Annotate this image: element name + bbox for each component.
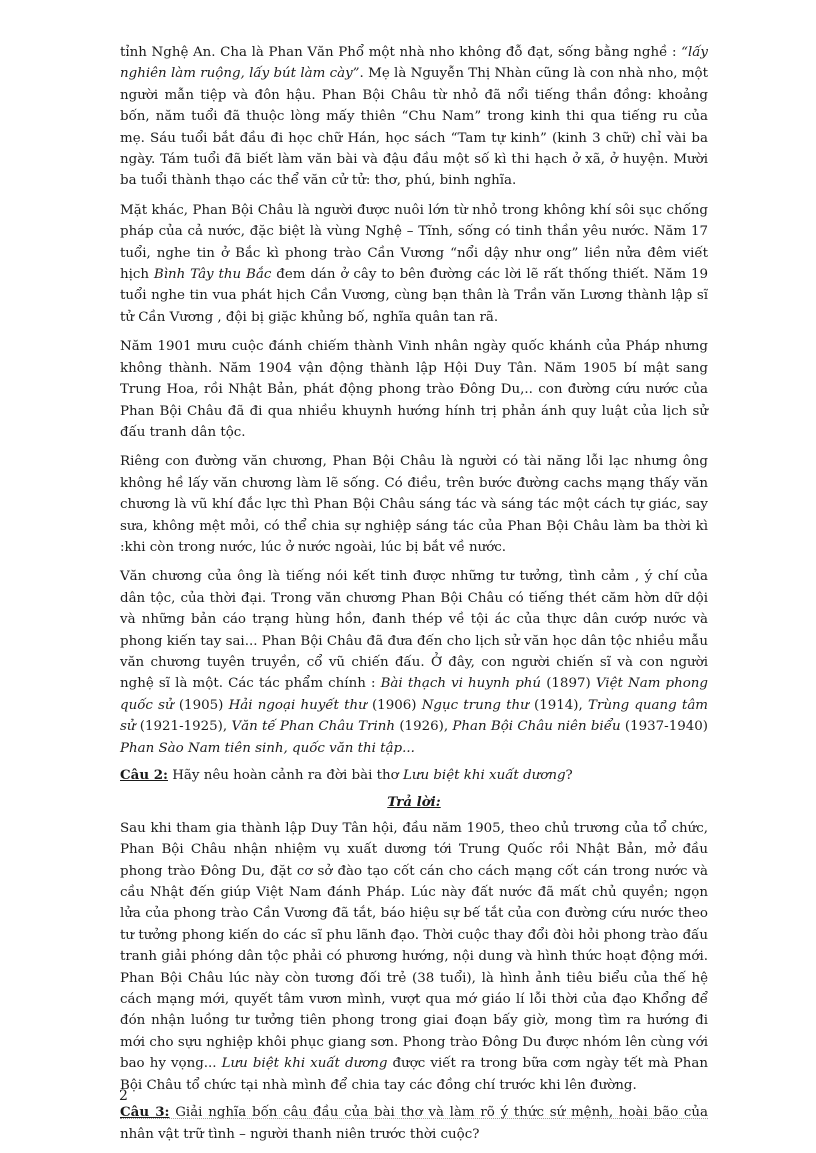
work-title-italic: Trùng quang tâm sử [120,697,708,735]
quote-italic: “lấy nghiên làm ruộng, lấy bút làm cày” [120,45,708,82]
paragraph-family-background: tỉnh Nghệ An. Cha là Phan Văn Phổ một nhà nho không đỗ đạt, sống bằng nghề : “lấy nghiên làm ruộng, lấy bút làm cày”. Mẹ là Nguyễn Thị Nhàn cũng là con nhà nho, một người mẫn tiệp và đôn hậu. Phan Bội Châu từ nhỏ đã nổi tiếng thần đồng: khoảng bốn, năm tuổi đã thuộc lòng mấy thiên “Chu Nam” trong kinh thi qua tiếng ru của mẹ. Sáu tuổi bắt đầu đi học chữ Hán, học sách “Tam tự kinh” (kinh 3 chữ) chỉ vài ba ngày. Tám tuổi đã biết làm văn bài và đậu đầu một số kì thi hạch ở xã, ở huyện. Mười ba tuổi thành thạo các thể văn cử tử: thơ, phú, binh nghĩa. [120,45,708,189]
work-title-italic: Bình Tây thu Bắc [153,267,272,283]
poem-title-italic: Lưu biệt khi xuất dương [221,1056,388,1072]
poem-title-italic: Lưu biệt khi xuất dương [402,768,566,783]
answer-heading: Trả lời: [387,794,441,811]
work-title-italic: Bài thạch vi huynh phú [380,676,542,692]
footer-divider [120,1118,708,1119]
paragraph-literary-path: Riêng con đường văn chương, Phan Bội Châu là người có tài năng lỗi lạc nhưng ông không hề lấy văn chương làm lẽ sống. Có điều, trên bước đường cachs mạng thấy văn chương là vũ khí đắc lực thì Phan Bội Châu sáng tác và sáng tác một cách tự giác, say sưa, không mệt mỏi, có thể chia sự nghiệp sáng tác của Phan Bội Châu làm ba thời kì :khi còn trong nước, lúc ở nước ngoài, lúc bị bắt về nước. [120,454,708,555]
work-title-italic: Việt Nam phong quốc sử [120,676,708,713]
work-title-italic: Phan Bội Châu niên biểu [452,719,621,735]
document-body [120,42,708,1153]
question-label: Câu 2: [120,767,168,783]
work-title-italic: Ngục trung thư [421,697,529,713]
work-title-italic: Phan Sào Nam tiên sinh, quốc văn thi tập... [120,740,415,756]
work-title-italic: Hải ngoại huyết thư [228,697,367,713]
question-label: Câu 3: [120,1104,170,1121]
work-title-italic: Văn tế Phan Châu Trinh [231,719,396,735]
question-3: Câu 3: Giải nghĩa bốn câu đầu của bài thơ và làm rõ ý thức sứ mệnh, hoài bão của nhân vật trữ tình – người thanh niên trước thời cuộc? [120,1104,708,1142]
paragraph-revolutionary-activities: Năm 1901 mưu cuộc đánh chiếm thành Vinh nhân ngày quốc khánh của Pháp nhưng không thành. Năm 1904 vận động thành lập Hội Duy Tân. Năm 1905 bí mật sang Trung Hoa, rồi Nhật Bản, phát động phong trào Đông Du,.. con đường cứu nước của Phan Bội Châu đã đi qua nhiều khuynh hướng hính trị phản ánh quy luật của lịch sử đấu tranh dân tộc. [120,339,708,440]
page-number: 2 [119,1088,128,1104]
paragraph-main-works: Văn chương của ông là tiếng nói kết tinh được những tư tưởng, tình cảm , ý chí của dân tộc, của thời đại. Trong văn chương Phan Bội Châu có tiếng thét căm hờn dữ dội và những bản cáo trạng hùng hồn, đanh thép về tội ác của thực dân cướp nước và phong kiến tay sai... Phan Bội Châu đã đưa đến cho lịch sử văn học dân tộc nhiều mẫu văn chương tuyên truyền, cổ vũ chiến đấu. Ở đây, con người chiến sĩ và con người nghệ sĩ là một. Các tác phẩm chính : Bài thạch vi huynh phú (1897) Việt Nam phong quốc sử (1905) Hải ngoại huyết thư (1906) Ngục trung thư (1914), Trùng quang tâm sử (1921-1925), Văn tế Phan Châu Trinh (1926), Phan Bội Châu niên biểu (1937-1940) Phan Sào Nam tiên sinh, quốc văn thi tập... [120,569,709,756]
paragraph-patriotism: Mặt khác, Phan Bội Châu là người được nuôi lớn từ nhỏ trong không khí sôi sục chống pháp của cả nước, đặc biệt là vùng Nghệ – Tĩnh, sống có tinh thần yêu nước. Năm 17 tuổi, nghe tin ở Bắc kì phong trào Cần Vương “nổi dậy như ong” liền nửa đêm viết hịch Bình Tây thu Bắc đem dán ở cây to bên đường các lời lẽ rất thống thiết. Năm 19 tuổi nghe tin vua phát hịch Cần Vương, cùng bạn thân là Trần văn Lương thành lập sĩ tử Cần Vương , đội bị giặc khủng bố, nghĩa quân tan rã. [120,202,708,325]
question-2: Câu 2: Hãy nêu hoàn cảnh ra đời bài thơ Lưu biệt khi xuất dương? [120,767,573,783]
answer-paragraph: Sau khi tham gia thành lập Duy Tân hội, đầu năm 1905, theo chủ trương của tổ chức, Phan Bội Châu nhận nhiệm vụ xuất dương tới Trung Quốc rồi Nhật Bản, mở đầu phong trào Đông Du, đặt cơ sở đào tạo cốt cán cho cách mạng cốt cán trong nước và cầu Nhật đến giúp Việt Nam đánh Pháp. Lúc này đất nước đã mất chủ quyền; ngọn lửa của phong trào Cần Vương đã tắt, báo hiệu sự bế tắt của con đường cứu nước theo tư tưởng phong kiến do các sĩ phu lãnh đạo. Thời cuộc thay đổi đòi hỏi phong trào đấu tranh giải phóng dân tộc phải có phương hướng, nội dung và hình thức hoạt động mới. Phan Bội Châu lúc này còn tương đối trẻ (38 tuổi), là hình ảnh tiêu biểu của thế hệ cách mạng mới, quyết tâm vươn mình, vượt qua mớ giáo lí lỗi thời của đạo Khổng để đón nhận luồng tư tưởng tiên phong trong giai đoạn bấy giờ, mong tìm ra hướng đi mới cho sựu nghiệp khôi phục giang sơn. Phong trào Đông Du được nhóm lên cùng với bao hy vọng... Lưu biệt khi xuất dương được viết ra trong bữa cơm ngày tết mà Phan Bội Châu tổ chức tại nhà mình để chia tay các đồng chí trước khi lên đường. [120,820,708,1093]
